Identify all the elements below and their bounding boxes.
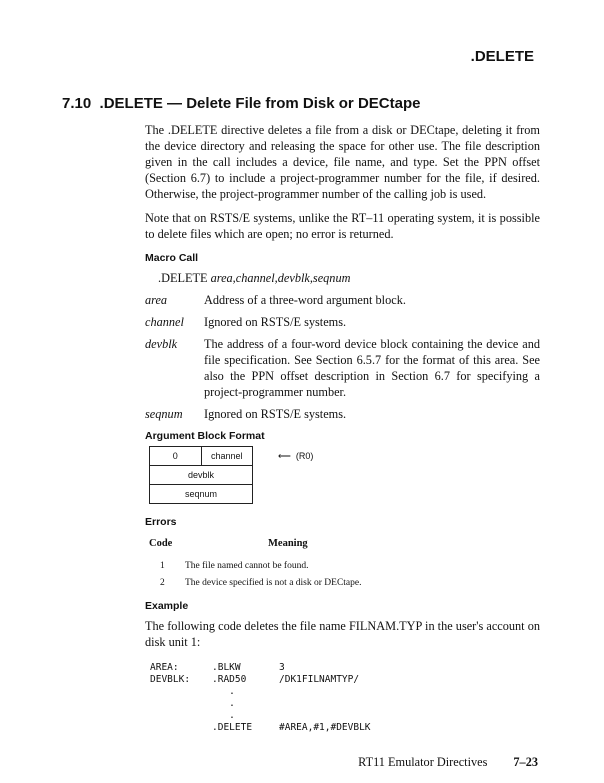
section-number: 7.10 [62, 95, 92, 112]
def-text: Address of a three-word argument block. [204, 293, 406, 307]
def-text: The address of a four-word device block containing the device and file specification. See Section 6.5.7 for the format of this area. See also the PPN offset description in Section 6.7 for specifying a project-programmer number. [204, 337, 540, 399]
pointer-label: (R0) [295, 451, 314, 461]
macro-call-line [145, 270, 540, 286]
example-text: The following code deletes the file name FILNAM.TYP in the user's account on disk unit 1: [145, 619, 540, 649]
def-term: devblk [145, 337, 178, 351]
errors-header-row [145, 537, 540, 550]
definition-row [145, 336, 540, 400]
r0-pointer [278, 450, 313, 462]
error-row [160, 577, 540, 590]
def-term: channel [145, 315, 184, 329]
errors-col-meaning: Meaning [268, 538, 308, 549]
definition-row [145, 314, 540, 330]
arg-cell-zero: 0 [150, 447, 202, 466]
left-arrow-icon: ⟵ [278, 451, 291, 461]
footer-chapter: RT11 Emulator Directives [358, 755, 488, 769]
code-line: . [212, 698, 235, 709]
example-code [145, 662, 540, 734]
code-line: DEVBLK: .RAD50 /DK1FILNAMTYP/ [150, 674, 360, 685]
def-term: area [145, 293, 168, 307]
arg-block-diagram [149, 446, 253, 504]
error-meaning: The device specified is not a disk or DECtape. [185, 578, 362, 588]
definitions-list [145, 292, 540, 422]
def-text: Ignored on RSTS/E systems. [204, 315, 347, 329]
definition-row [145, 292, 540, 308]
def-text: Ignored on RSTS/E systems. [204, 407, 347, 421]
arg-block-area [145, 446, 540, 504]
macro-args: area,channel,devblk,seqnum [210, 271, 351, 285]
code-line: . [212, 686, 235, 697]
error-code: 1 [160, 561, 165, 571]
example-heading: Example [145, 600, 189, 612]
running-head: .DELETE [470, 48, 534, 65]
intro-paragraph: The .DELETE directive deletes a file from a disk or DECtape, deleting it from the device directory and releasing the space for other use. The file description given in the call includes a device, file name, and type. Set the PPN offset (Section 6.7) to include a project-programmer number for the file, if desired. Otherwise, the project-programmer number of the calling job is used. [145, 123, 540, 201]
def-term: seqnum [145, 407, 183, 421]
page-body [0, 95, 604, 770]
error-code: 2 [160, 578, 165, 588]
page-number: 7–23 [513, 755, 538, 769]
arg-cell-seqnum: seqnum [150, 485, 253, 504]
code-line: .DELETE #AREA,#1,#DEVBLK [212, 722, 371, 733]
macro-directive: .DELETE [158, 271, 208, 285]
arg-block-heading: Argument Block Format [145, 430, 265, 442]
section-title: .DELETE — Delete File from Disk or DECtape [99, 95, 421, 112]
error-row [160, 560, 540, 573]
errors-heading: Errors [145, 516, 177, 528]
code-line: . [212, 710, 235, 721]
errors-list [145, 560, 540, 590]
macro-call-heading: Macro Call [145, 252, 199, 264]
arg-cell-devblk: devblk [150, 466, 253, 485]
errors-col-code: Code [149, 538, 173, 549]
error-meaning: The file named cannot be found. [185, 561, 309, 571]
page-footer [0, 754, 538, 770]
note-paragraph: Note that on RSTS/E systems, unlike the RT–11 operating system, it is possible to delete files which are open; no error is returned. [145, 211, 540, 241]
arg-cell-channel: channel [201, 447, 253, 466]
code-line: AREA: .BLKW 3 [150, 662, 285, 673]
section-heading [62, 95, 604, 113]
definition-row [145, 406, 540, 422]
